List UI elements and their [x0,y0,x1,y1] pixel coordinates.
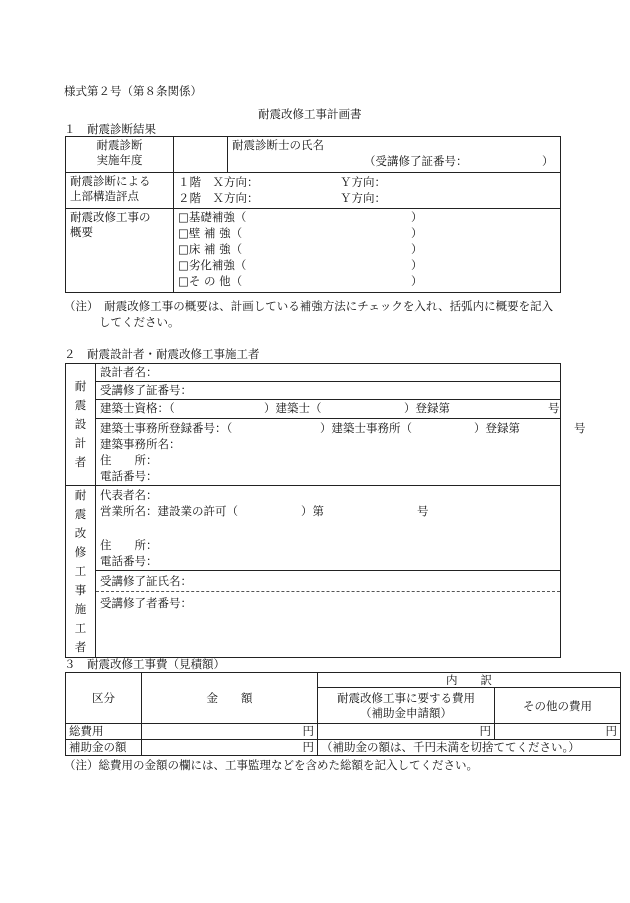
header-kubun: 区分 [66,673,142,724]
floor2-y-label: Ｙ方向： [340,191,386,205]
office-info: 建築士事務所登録番号：（ ）建築士事務所（ ）登録第 号 建築事務所名： 住 所： 電話番号： [100,421,586,483]
architect-qualification-field[interactable]: 建築士資格：（ ）建築士（ ）登録第 号 [96,400,560,419]
diagnosis-year-row [66,137,561,173]
total-other-field[interactable]: 円 [495,724,621,740]
section1-note: （注） 耐震改修工事の概要は、計画している補強方法にチェックを入れ、括弧内に概要を記入 [64,299,554,313]
contractor-cert-no-field[interactable]: 受講修了者番号： [100,596,192,610]
subsidy-row [66,740,621,756]
total-amount-field[interactable]: 円 [142,724,318,740]
option-deterioration[interactable]: □劣化補強（ [178,258,247,272]
option-wall[interactable]: □壁 補 強（ [178,226,243,240]
office-name-field[interactable]: 建築事務所名： [100,437,181,451]
header-other-cost: その他の費用 [495,688,621,724]
form-number: 様式第２号（第８条関係） [64,84,202,98]
contractor-vertical-label: 耐 震 改 修 工 事 施 工 者 [66,486,96,658]
designer-vertical-label: 耐 震 設 計 者 [66,364,96,486]
structure-score-row [66,173,561,209]
contractor-cert-name-row [96,571,560,592]
total-cost-label: 総費用 [66,724,142,740]
diagnosis-year-field[interactable] [174,137,228,173]
subsidy-amount-field[interactable]: 円 [142,740,318,756]
section3-heading: ３ 耐震改修工事費（見積額） [64,657,225,671]
diagnostician-cell: 耐震診断士の氏名 （受講修了証番号： ） [228,137,561,173]
section3-note: （注）総費用の金額の欄には、工事監理などを含めた総額を記入してください。 [64,758,478,772]
designer-cert-field[interactable]: 受講修了証番号： [96,382,560,400]
designer-contractor-table [65,363,586,658]
option-other[interactable]: □そ の 他（ [178,274,243,288]
diagnosis-year-label: 耐震診断 実施年度 [66,137,174,173]
office-registration-field[interactable]: 建築士事務所登録番号：（ [100,421,233,435]
header-breakdown: 内 訳 [318,673,621,688]
subsidy-label: 補助金の額 [66,740,142,756]
designer-address-field[interactable]: 住 所： [100,453,158,467]
option-floor[interactable]: □床 補 強（ [178,242,243,256]
header-retrofit-cost: 耐震改修工事に要する費用 （補助金申請額） [318,688,495,724]
floor1-y-label: Ｙ方向： [340,175,386,189]
contractor-fields [96,486,561,658]
header-amount: 金 額 [142,673,318,724]
contractor-address-field[interactable]: 住 所： [100,538,158,552]
contractor-license-field[interactable]: 営業所名：建設業の許可（ [100,504,238,518]
section1-heading: １ 耐震診断結果 [64,122,156,136]
work-overview-row [66,209,561,293]
designer-tel-field[interactable]: 電話番号： [100,469,158,483]
designer-block [66,364,561,486]
diagnostician-name-label: 耐震診断士の氏名 [232,138,324,152]
cost-table [65,672,621,756]
section1-note-cont: してください。 [99,315,180,329]
section2-heading: ２ 耐震設計者・耐震改修工事施工者 [64,347,260,361]
page-title: 耐震改修工事計画書 [258,107,362,121]
designer-fields [96,364,586,486]
contractor-cert-no-row [96,592,560,635]
subsidy-note: （補助金の額は、千円未満を切捨ててください。） [318,740,621,756]
total-cost-row [66,724,621,740]
structure-score-label: 耐震診断による 上部構造評点 [66,173,174,209]
work-overview-label: 耐震改修工事の 概要 [66,209,174,293]
contractor-tel-field[interactable]: 電話番号： [100,554,158,568]
work-overview-options: □基礎補強（ □壁 補 強（ □床 補 強（ □劣化補強（ □そ の 他（ ） ） ） ） ） [174,209,561,293]
contractor-block [66,486,561,658]
structure-score-fields[interactable] [174,173,561,209]
diagnostician-cert-label: （受講修了証番号： [364,154,468,168]
floor1-x-label: １階 Ｘ方向： [178,175,259,189]
contractor-info: 代表者名： 営業所名：建設業の許可（ ）第 号 住 所： 電話番号： [96,486,560,571]
designer-name-field[interactable]: 設計者名： [96,364,560,382]
option-foundation[interactable]: □基礎補強（ [178,210,247,224]
contractor-rep-field[interactable]: 代表者名： [100,488,158,502]
total-retrofit-field[interactable]: 円 [318,724,495,740]
floor2-x-label: ２階 Ｘ方向： [178,191,259,205]
contractor-cert-name-field[interactable]: 受講修了証氏名： [100,574,192,588]
diagnosis-table [65,136,561,293]
